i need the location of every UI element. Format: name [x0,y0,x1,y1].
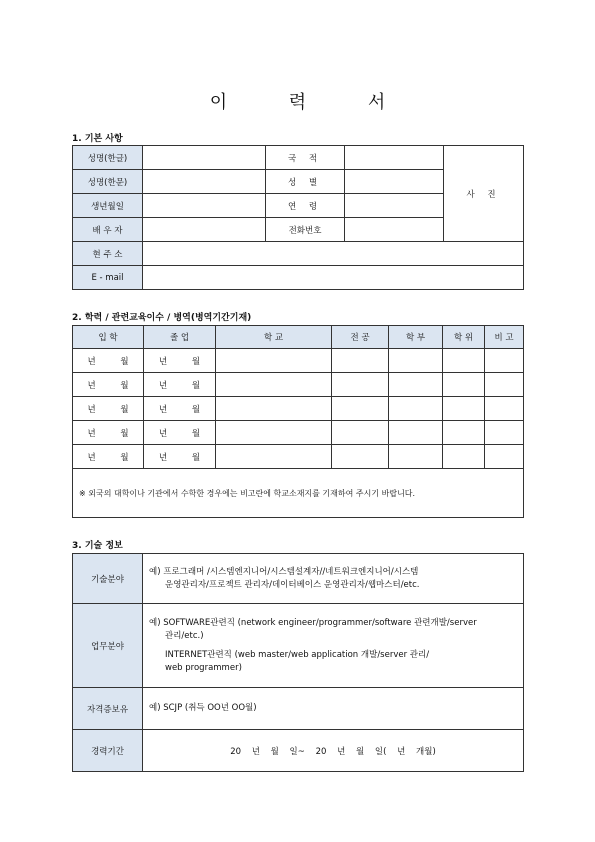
address-label: 현 주 소 [73,242,143,266]
table-row [73,397,524,421]
tech-field-line: 예) 프로그래머 /시스템엔지니어/시스템설계자//네트워크엔지니어/시스템 [149,566,419,577]
spouse-label: 배 우 자 [73,218,143,242]
school-cell[interactable] [216,445,332,469]
header-degree: 학 위 [443,326,485,349]
department-cell[interactable] [389,397,443,421]
header-graduation: 졸 업 [144,326,216,349]
education-table [72,325,524,518]
graduation-date[interactable]: 년 월 [144,445,216,469]
section-basic-title: 1. 기본 사항 [72,134,123,144]
department-cell[interactable] [389,349,443,373]
address-field[interactable] [143,242,524,266]
work-field-line: 관리/etc.) [165,630,204,641]
work-field-line: 예) SOFTWARE관련직 (network engineer/programmer/software 관련개발/server [149,617,477,628]
nationality-label: 국 적 [266,146,345,170]
table-row [73,373,524,397]
department-cell[interactable] [389,373,443,397]
school-cell[interactable] [216,397,332,421]
department-cell[interactable] [389,445,443,469]
table-row [73,421,524,445]
degree-cell[interactable] [443,373,485,397]
major-cell[interactable] [332,397,389,421]
certificate-value[interactable]: 예) SCJP (취득 OO년 OO월) [143,688,524,730]
admission-date[interactable]: 년 월 [73,397,144,421]
school-cell[interactable] [216,349,332,373]
major-cell[interactable] [332,445,389,469]
graduation-date[interactable]: 년 월 [144,349,216,373]
document-title: 이 력 서 [209,92,414,113]
graduation-date[interactable]: 년 월 [144,397,216,421]
certificate-label: 자격증보유 [73,688,143,730]
admission-date[interactable]: 년 월 [73,421,144,445]
age-field[interactable] [345,194,444,218]
remarks-cell[interactable] [485,397,524,421]
career-period-value[interactable]: 20 년 월 일~ 20 년 월 일( 년 개월) [143,730,524,772]
section-skills-title: 3. 기술 정보 [72,541,123,551]
section-education-title: 2. 학력 / 관련교육이수 / 병역(병역기간기재) [72,313,252,323]
table-row [73,445,524,469]
department-cell[interactable] [389,421,443,445]
birth-field[interactable] [143,194,266,218]
header-admission: 입 학 [73,326,144,349]
email-label: E - mail [73,266,143,290]
foreign-school-note: ※ 외국의 대학이나 기관에서 수학한 경우에는 비고란에 학교소재지를 기재하여 주시기 바랍니다. [73,469,524,518]
nationality-field[interactable] [345,146,444,170]
school-cell[interactable] [216,421,332,445]
graduation-date[interactable]: 년 월 [144,421,216,445]
tech-field-value[interactable] [143,554,524,604]
phone-label: 전화번호 [266,218,345,242]
name-kr-field[interactable] [143,146,266,170]
degree-cell[interactable] [443,397,485,421]
header-department: 학 부 [389,326,443,349]
work-field-label: 업무분야 [73,604,143,688]
degree-cell[interactable] [443,421,485,445]
graduation-date[interactable]: 년 월 [144,373,216,397]
birth-label: 생년월일 [73,194,143,218]
admission-date[interactable]: 년 월 [73,445,144,469]
photo-box: 사 진 [444,146,524,242]
basic-info-table [72,145,524,290]
email-field[interactable] [143,266,524,290]
gender-field[interactable] [345,170,444,194]
tech-field-label: 기술분야 [73,554,143,604]
table-row [73,349,524,373]
admission-date[interactable]: 년 월 [73,349,144,373]
career-period-label: 경력기간 [73,730,143,772]
name-kr-label: 성명(한글) [73,146,143,170]
admission-date[interactable]: 년 월 [73,373,144,397]
school-cell[interactable] [216,373,332,397]
remarks-cell[interactable] [485,445,524,469]
degree-cell[interactable] [443,349,485,373]
work-field-line: web programmer) [165,662,242,673]
tech-field-line: 운영관리자/프로젝트 관리자/데이터베이스 운영관리자/웹마스터/etc. [165,579,420,590]
major-cell[interactable] [332,349,389,373]
skills-table [72,553,524,772]
gender-label: 성 별 [266,170,345,194]
remarks-cell[interactable] [485,373,524,397]
header-major: 전 공 [332,326,389,349]
remarks-cell[interactable] [485,349,524,373]
major-cell[interactable] [332,373,389,397]
spouse-field[interactable] [143,218,266,242]
header-school: 학 교 [216,326,332,349]
degree-cell[interactable] [443,445,485,469]
name-cn-label: 성명(한문) [73,170,143,194]
phone-field[interactable] [345,218,444,242]
work-field-value[interactable] [143,604,524,688]
major-cell[interactable] [332,421,389,445]
work-field-line: INTERNET관련직 (web master/web application 개발/server 관리/ [165,649,430,660]
header-remarks: 비 고 [485,326,524,349]
remarks-cell[interactable] [485,421,524,445]
name-cn-field[interactable] [143,170,266,194]
age-label: 연 령 [266,194,345,218]
